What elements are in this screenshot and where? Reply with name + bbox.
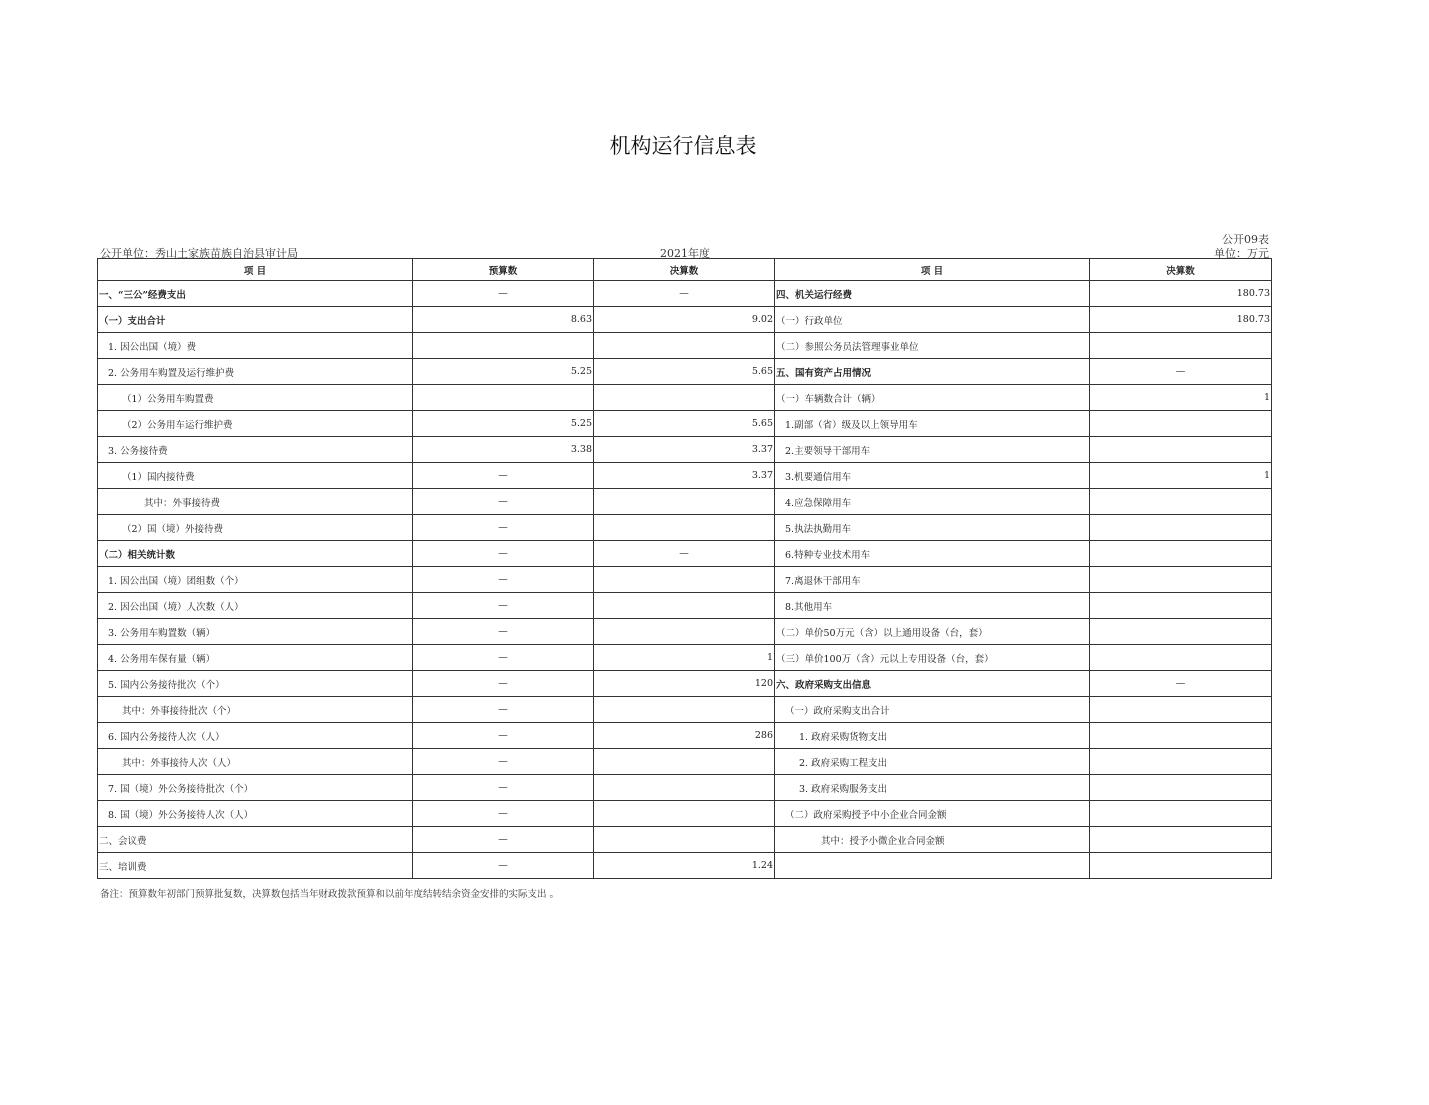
row-final-right (1090, 333, 1272, 359)
row-budget: 3.38 (413, 437, 594, 463)
row-item-left: （一）支出合计 (98, 307, 413, 333)
row-item-right: 2.主要领导干部用车 (775, 437, 1090, 463)
row-item-left: 6. 国内公务接待人次（人） (98, 723, 413, 749)
row-item-right: （三）单价100万（含）元以上专用设备（台，套） (775, 645, 1090, 671)
row-item-left: 2. 因公出国（境）人次数（人） (98, 593, 413, 619)
row-budget: — (413, 541, 594, 567)
row-item-left: 3. 公务用车购置数（辆） (98, 619, 413, 645)
currency-unit: 单位：万元 (1214, 247, 1269, 260)
row-final (594, 489, 775, 515)
row-final: 3.37 (594, 463, 775, 489)
table-row (98, 853, 1272, 879)
row-budget: — (413, 567, 594, 593)
row-final-right (1090, 775, 1272, 801)
row-final-right (1090, 437, 1272, 463)
row-final (594, 385, 775, 411)
row-final: 1 (594, 645, 775, 671)
row-budget (413, 333, 594, 359)
table-row (98, 333, 1272, 359)
row-item-left: 一、“三公”经费支出 (98, 281, 413, 307)
row-budget: — (413, 593, 594, 619)
row-budget: 8.63 (413, 307, 594, 333)
row-final (594, 775, 775, 801)
row-item-left: 二、会议费 (98, 827, 413, 853)
row-item-left: 1. 因公出国（境）团组数（个） (98, 567, 413, 593)
row-final: 9.02 (594, 307, 775, 333)
row-budget: — (413, 671, 594, 697)
row-item-right: 六、政府采购支出信息 (775, 671, 1090, 697)
row-final (594, 827, 775, 853)
row-item-right: （二）参照公务员法管理事业单位 (775, 333, 1090, 359)
table-row (98, 619, 1272, 645)
row-item-left: 8. 国（境）外公务接待人次（人） (98, 801, 413, 827)
row-final (594, 515, 775, 541)
row-item-left: 4. 公务用车保有量（辆） (98, 645, 413, 671)
row-item-left: 7. 国（境）外公务接待批次（个） (98, 775, 413, 801)
reporting-unit: 公开单位：秀山土家族苗族自治县审计局 (100, 247, 298, 260)
row-budget: — (413, 515, 594, 541)
table-row (98, 593, 1272, 619)
header-final: 决算数 (594, 259, 775, 281)
form-number: 公开09表 (1222, 233, 1269, 246)
table-row (98, 411, 1272, 437)
row-final-right: 1 (1090, 463, 1272, 489)
row-final (594, 801, 775, 827)
row-budget: — (413, 281, 594, 307)
row-item-left: 3. 公务接待费 (98, 437, 413, 463)
row-item-left: 其中：外事接待人次（人） (98, 749, 413, 775)
table-row (98, 463, 1272, 489)
row-item-right: 8.其他用车 (775, 593, 1090, 619)
header-item-right: 项 目 (775, 259, 1090, 281)
row-budget: — (413, 853, 594, 879)
row-item-right: 其中：授予小微企业合同金额 (775, 827, 1090, 853)
row-item-right: 7.离退休干部用车 (775, 567, 1090, 593)
row-final-right (1090, 411, 1272, 437)
row-final: 120 (594, 671, 775, 697)
table-row (98, 723, 1272, 749)
row-final (594, 619, 775, 645)
row-budget: 5.25 (413, 411, 594, 437)
row-item-right: 5.执法执勤用车 (775, 515, 1090, 541)
row-final-right: — (1090, 671, 1272, 697)
row-budget: — (413, 463, 594, 489)
row-item-left: 5. 国内公务接待批次（个） (98, 671, 413, 697)
row-final-right (1090, 515, 1272, 541)
row-final-right (1090, 593, 1272, 619)
row-item-left: 2. 公务用车购置及运行维护费 (98, 359, 413, 385)
row-budget: — (413, 723, 594, 749)
row-item-right: 6.特种专业技术用车 (775, 541, 1090, 567)
table-row (98, 827, 1272, 853)
row-final-right: 180.73 (1090, 281, 1272, 307)
table-row (98, 541, 1272, 567)
table-row (98, 697, 1272, 723)
row-final (594, 567, 775, 593)
row-item-right: 1. 政府采购货物支出 (775, 723, 1090, 749)
row-final-right (1090, 801, 1272, 827)
row-item-left: （1）国内接待费 (98, 463, 413, 489)
table-row (98, 749, 1272, 775)
table-row (98, 775, 1272, 801)
row-final-right (1090, 541, 1272, 567)
row-item-left: （1）公务用车购置费 (98, 385, 413, 411)
row-final: — (594, 281, 775, 307)
info-table (97, 258, 1272, 879)
table-row (98, 801, 1272, 827)
header-budget: 预算数 (413, 259, 594, 281)
row-final: 3.37 (594, 437, 775, 463)
row-final-right (1090, 645, 1272, 671)
row-budget: — (413, 619, 594, 645)
row-final (594, 697, 775, 723)
row-budget: — (413, 749, 594, 775)
row-final-right (1090, 723, 1272, 749)
row-final (594, 593, 775, 619)
table-row (98, 437, 1272, 463)
row-item-right: （一）车辆数合计（辆） (775, 385, 1090, 411)
row-final: — (594, 541, 775, 567)
row-item-right: 四、机关运行经费 (775, 281, 1090, 307)
row-item-right: 4.应急保障用车 (775, 489, 1090, 515)
row-item-right: （一）政府采购支出合计 (775, 697, 1090, 723)
row-final: 5.65 (594, 359, 775, 385)
table-row (98, 307, 1272, 333)
row-item-right: 五、国有资产占用情况 (775, 359, 1090, 385)
row-final-right: — (1090, 359, 1272, 385)
row-final: 5.65 (594, 411, 775, 437)
table-body (98, 281, 1272, 879)
row-item-right: 3.机要通信用车 (775, 463, 1090, 489)
row-budget: — (413, 645, 594, 671)
row-item-right: （二）政府采购授予中小企业合同金额 (775, 801, 1090, 827)
table-row (98, 645, 1272, 671)
row-budget: — (413, 489, 594, 515)
page-title: 机构运行信息表 (609, 134, 757, 158)
row-item-right (775, 853, 1090, 879)
row-final-right: 180.73 (1090, 307, 1272, 333)
row-item-left: 三、培训费 (98, 853, 413, 879)
row-budget (413, 385, 594, 411)
table-row (98, 281, 1272, 307)
row-final-right (1090, 853, 1272, 879)
row-item-left: （2）公务用车运行维护费 (98, 411, 413, 437)
table-row (98, 515, 1272, 541)
row-final-right (1090, 489, 1272, 515)
row-budget: — (413, 775, 594, 801)
row-item-right: 3. 政府采购服务支出 (775, 775, 1090, 801)
row-final-right (1090, 697, 1272, 723)
row-final: 286 (594, 723, 775, 749)
row-final-right (1090, 827, 1272, 853)
row-final: 1.24 (594, 853, 775, 879)
row-budget: 5.25 (413, 359, 594, 385)
table-row (98, 359, 1272, 385)
row-item-left: 其中：外事接待批次（个） (98, 697, 413, 723)
row-item-left: 1. 因公出国（境）费 (98, 333, 413, 359)
table-row (98, 489, 1272, 515)
row-item-left: 其中：外事接待费 (98, 489, 413, 515)
row-item-right: 2. 政府采购工程支出 (775, 749, 1090, 775)
header-item: 项 目 (98, 259, 413, 281)
row-final-right (1090, 619, 1272, 645)
row-item-left: （2）国（境）外接待费 (98, 515, 413, 541)
row-budget: — (413, 697, 594, 723)
row-final-right: 1 (1090, 385, 1272, 411)
row-budget: — (413, 801, 594, 827)
fiscal-year: 2021年度 (660, 247, 710, 260)
row-item-right: 1.副部（省）级及以上领导用车 (775, 411, 1090, 437)
row-budget: — (413, 827, 594, 853)
row-final-right (1090, 567, 1272, 593)
footnote: 备注：预算数年初部门预算批复数，决算数包括当年财政拨款预算和以前年度结转结余资金安排的实际支出 。 (100, 889, 560, 900)
table-row (98, 567, 1272, 593)
header-final-right: 决算数 (1090, 259, 1272, 281)
table-row (98, 671, 1272, 697)
row-item-left: （二）相关统计数 (98, 541, 413, 567)
row-final-right (1090, 749, 1272, 775)
table-header-row (98, 259, 1272, 281)
table-row (98, 385, 1272, 411)
row-item-right: （二）单价50万元（含）以上通用设备（台，套） (775, 619, 1090, 645)
row-final (594, 333, 775, 359)
row-item-right: （一）行政单位 (775, 307, 1090, 333)
row-final (594, 749, 775, 775)
